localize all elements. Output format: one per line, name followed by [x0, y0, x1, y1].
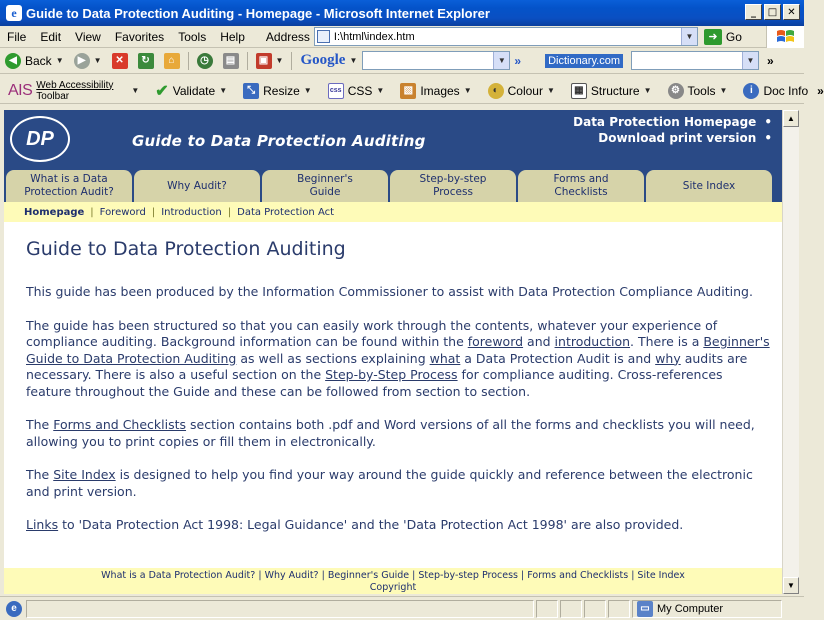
image-icon: ▧: [400, 83, 416, 99]
subnav-introduction[interactable]: Introduction: [161, 206, 222, 218]
main-nav-tabs: [4, 168, 782, 202]
css-label: CSS: [347, 83, 373, 98]
menu-file[interactable]: File: [7, 29, 27, 44]
window-controls: [745, 4, 800, 20]
status-bar: [0, 596, 804, 620]
status-cell: [560, 600, 582, 618]
tools-label: Tools: [687, 83, 716, 98]
dictionary-button[interactable]: Dictionary.com: [545, 54, 623, 68]
link-links[interactable]: Links: [26, 517, 59, 532]
maximize-button[interactable]: □: [764, 4, 781, 20]
doc-info-label: Doc Info: [763, 83, 809, 98]
subnav-divider: |: [90, 206, 94, 218]
menu-favorites[interactable]: Favorites: [114, 29, 165, 44]
google-dropdown-icon[interactable]: ▼: [349, 56, 358, 65]
page-status-icon: e: [6, 601, 22, 617]
palette-icon: ◐: [488, 83, 504, 99]
computer-icon: ▭: [637, 601, 653, 617]
gear-icon: ⚙: [668, 83, 684, 99]
footer-link-site-index[interactable]: Site Index: [637, 570, 685, 581]
ais-title-line1: Web Accessibility: [36, 79, 114, 91]
link-site-index[interactable]: Site Index: [53, 467, 116, 482]
css-dropdown-icon[interactable]: ▼: [376, 86, 385, 95]
subnav-divider: |: [151, 206, 156, 218]
copyright: Copyright: [369, 582, 417, 593]
print-button[interactable]: [218, 53, 244, 69]
link-why[interactable]: why: [655, 350, 681, 366]
refresh-icon: ↻: [138, 53, 154, 69]
structure-paragraph: [26, 318, 770, 401]
address-dropdown-icon[interactable]: ▼: [681, 28, 697, 45]
checkmark-icon: ✔: [155, 82, 169, 100]
validate-dropdown-icon[interactable]: ▼: [219, 86, 228, 95]
doc-info-button[interactable]: [738, 83, 813, 99]
google-button[interactable]: [295, 52, 362, 69]
tab-step-by-step[interactable]: Step-by-step Process: [390, 170, 516, 202]
forms-paragraph: [26, 417, 770, 450]
home-button[interactable]: [159, 53, 185, 69]
scroll-down-icon[interactable]: ▼: [783, 577, 799, 594]
text: The: [26, 417, 54, 432]
menu-help[interactable]: Help: [220, 29, 245, 44]
link-foreword[interactable]: foreword: [467, 334, 524, 349]
site-header: [4, 110, 782, 168]
chevron-more-icon[interactable]: »: [514, 53, 522, 68]
stop-icon: ✕: [112, 53, 128, 69]
address-label: Address: [265, 29, 310, 44]
ais-title-line2: Toolbar: [36, 90, 70, 102]
chevron-more-icon[interactable]: »: [767, 53, 774, 68]
go-label: Go: [725, 29, 742, 44]
text: section contains both .pdf and Word versions of all the forms and checklists you will need, allowing you to print copies or fill them in electronically.: [26, 417, 755, 449]
link-beginners-guide[interactable]: Beginner's Guide to Data Protection Auditing: [26, 334, 770, 366]
windows-logo-icon: [766, 26, 804, 48]
scroll-up-icon[interactable]: ▲: [783, 110, 799, 127]
info-icon: i: [743, 83, 759, 99]
links-paragraph: [26, 517, 770, 534]
colour-button[interactable]: [483, 83, 560, 99]
security-zone-label: My Computer: [657, 602, 724, 615]
text: as well as sections explaining: [236, 350, 430, 366]
structure-icon: ▦: [571, 83, 587, 99]
footer-link-forms-checklists[interactable]: Forms and Checklists: [527, 570, 629, 581]
text: a Data Protection Audit is and: [460, 350, 656, 366]
bullet-icon: •: [764, 115, 772, 129]
page-title: Guide to Data Protection Auditing: [26, 238, 346, 260]
status-text-cell: [26, 600, 534, 618]
status-cell: [584, 600, 606, 618]
site-title: Guide to Data Protection Auditing: [132, 132, 426, 150]
tab-beginners-guide[interactable]: Beginner's Guide: [262, 170, 388, 202]
status-cell: [536, 600, 558, 618]
status-cell: [608, 600, 630, 618]
refresh-button[interactable]: [133, 53, 159, 69]
tools-dropdown-icon[interactable]: ▼: [719, 86, 728, 95]
header-link-homepage[interactable]: [573, 114, 772, 130]
menu-view[interactable]: View: [75, 29, 101, 44]
tab-forms-checklists[interactable]: Forms and Checklists: [518, 170, 644, 202]
toolbar-separator: [247, 52, 248, 70]
footer-link-step-by-step[interactable]: Step-by-step Process: [418, 570, 518, 581]
css-icon: css: [328, 83, 344, 99]
toolbar-separator: [188, 52, 189, 70]
footer-link-what-is-audit[interactable]: What is a Data Protection Audit?: [101, 570, 256, 581]
google-search-dropdown-icon[interactable]: ▼: [493, 52, 509, 69]
intro-paragraph: This guide has been produced by the Information Commissioner to assist with Data Protection Compliance Auditing.: [26, 284, 753, 299]
back-arrow-icon: ◀: [5, 53, 21, 69]
header-link-print[interactable]: [573, 130, 772, 146]
research-icon: ▣: [256, 53, 272, 69]
footer-link-why-audit[interactable]: Why Audit?: [264, 570, 319, 581]
security-zone: [632, 600, 782, 618]
window-title: Guide to Data Protection Auditing - Homepage - Microsoft Internet Explorer: [26, 5, 490, 21]
back-label: Back: [25, 53, 52, 68]
resize-dropdown-icon[interactable]: ▼: [303, 86, 312, 95]
resize-icon: ⤡: [243, 83, 259, 99]
images-dropdown-icon[interactable]: ▼: [463, 86, 472, 95]
tab-site-index[interactable]: Site Index: [646, 170, 772, 202]
text: . There is a: [630, 334, 704, 349]
link-introduction[interactable]: introduction: [554, 334, 631, 349]
forward-button[interactable]: [69, 53, 107, 69]
address-value: I:\html\index.htm: [333, 30, 415, 43]
tab-what-is-audit[interactable]: What is a Data Protection Audit?: [6, 170, 132, 202]
dictionary-search-input[interactable]: [631, 51, 759, 70]
research-button[interactable]: [251, 53, 289, 69]
resize-button[interactable]: [238, 83, 317, 99]
ie-icon: e: [6, 5, 22, 21]
home-icon: ⌂: [164, 53, 180, 69]
research-dropdown-icon[interactable]: ▼: [275, 56, 284, 65]
menu-bar: [0, 26, 804, 48]
vertical-scrollbar[interactable]: [782, 110, 799, 594]
resize-label: Resize: [263, 83, 300, 98]
back-button[interactable]: [0, 53, 69, 69]
validate-button[interactable]: [150, 81, 232, 101]
subnav-data-protection-act[interactable]: Data Protection Act: [237, 206, 335, 218]
page-icon: [317, 30, 330, 43]
images-label: Images: [420, 83, 460, 98]
forward-arrow-icon: ▶: [74, 53, 90, 69]
link-what[interactable]: what: [429, 350, 461, 366]
toolbar-separator: [291, 52, 292, 70]
images-button[interactable]: [395, 83, 476, 99]
address-input[interactable]: [314, 27, 698, 46]
header-link-homepage-label: Data Protection Homepage: [573, 115, 757, 129]
tools-button[interactable]: [663, 83, 733, 99]
main-content: [26, 238, 770, 551]
index-paragraph: [26, 467, 770, 500]
footer-links: What is a Data Protection Audit? | Why Audit? | Beginner's Guide | Step-by-step Process | Forms and Checklists | Site Index: [101, 570, 685, 581]
site-footer: [4, 568, 782, 594]
close-button[interactable]: ✕: [783, 4, 800, 20]
dictionary-dropdown-icon[interactable]: ▼: [742, 52, 758, 69]
text: audits are necessary. There is also a useful section on the: [26, 350, 748, 382]
link-forms-checklists[interactable]: Forms and Checklists: [53, 417, 187, 432]
text: is designed to help you find your way around the guide quickly and reference between the electronic and print version.: [26, 467, 753, 499]
tab-why-audit[interactable]: Why Audit?: [134, 170, 260, 202]
subnav-divider: |: [227, 206, 232, 218]
header-link-print-label: Download print version: [598, 131, 757, 145]
header-links: [573, 114, 772, 146]
go-arrow-icon: ➜: [704, 29, 722, 45]
minimize-button[interactable]: _: [745, 4, 762, 20]
subnav-homepage[interactable]: Homepage: [24, 206, 85, 218]
subnav-foreword[interactable]: Foreword: [99, 206, 146, 218]
validate-label: Validate: [172, 83, 216, 98]
ais-title: [36, 80, 113, 102]
forward-dropdown-icon[interactable]: ▼: [93, 56, 102, 65]
title-bar: [0, 0, 804, 26]
page-viewport: [4, 110, 782, 594]
structure-label: Structure: [590, 83, 640, 98]
structure-dropdown-icon[interactable]: ▼: [643, 86, 652, 95]
text: The: [26, 467, 54, 482]
ais-dropdown-icon[interactable]: ▼: [131, 86, 140, 95]
print-icon: ▤: [223, 53, 239, 69]
google-logo: Google: [300, 52, 346, 68]
colour-dropdown-icon[interactable]: ▼: [546, 86, 555, 95]
menu-tools[interactable]: Tools: [178, 29, 207, 44]
history-button[interactable]: [192, 53, 218, 69]
text: The guide has been structured so that you can easily work through the contents, whatever your experience of compliance auditing. Background information can be found within the: [26, 317, 718, 349]
css-button[interactable]: [323, 83, 390, 99]
go-button[interactable]: [704, 29, 742, 45]
google-search-input[interactable]: [362, 51, 510, 70]
sub-navigation: [4, 202, 782, 222]
back-dropdown-icon[interactable]: ▼: [55, 56, 64, 65]
accessibility-toolbar: [0, 78, 824, 104]
footer-link-beginners-guide[interactable]: Beginner's Guide: [327, 570, 410, 581]
ais-logo: AIS: [8, 81, 33, 99]
dp-logo[interactable]: DP: [10, 116, 70, 162]
standard-toolbar: [0, 48, 804, 74]
chevron-more-icon[interactable]: »: [817, 83, 824, 98]
structure-button[interactable]: [566, 83, 657, 99]
bullet-icon: •: [764, 131, 772, 145]
ais-menu-button[interactable]: [0, 80, 144, 102]
link-step-by-step[interactable]: Step-by-Step Process: [325, 367, 458, 382]
history-icon: ◷: [197, 53, 213, 69]
text: to 'Data Protection Act 1998: Legal Guidance' and the 'Data Protection Act 1998' are also provided.: [58, 517, 684, 532]
text: for compliance auditing. Cross-references feature throughout the Guide and these can be followed from section to section.: [26, 367, 723, 399]
colour-label: Colour: [507, 83, 543, 98]
menu-edit[interactable]: Edit: [40, 29, 62, 44]
text: and: [523, 334, 555, 349]
stop-button[interactable]: [107, 53, 133, 69]
